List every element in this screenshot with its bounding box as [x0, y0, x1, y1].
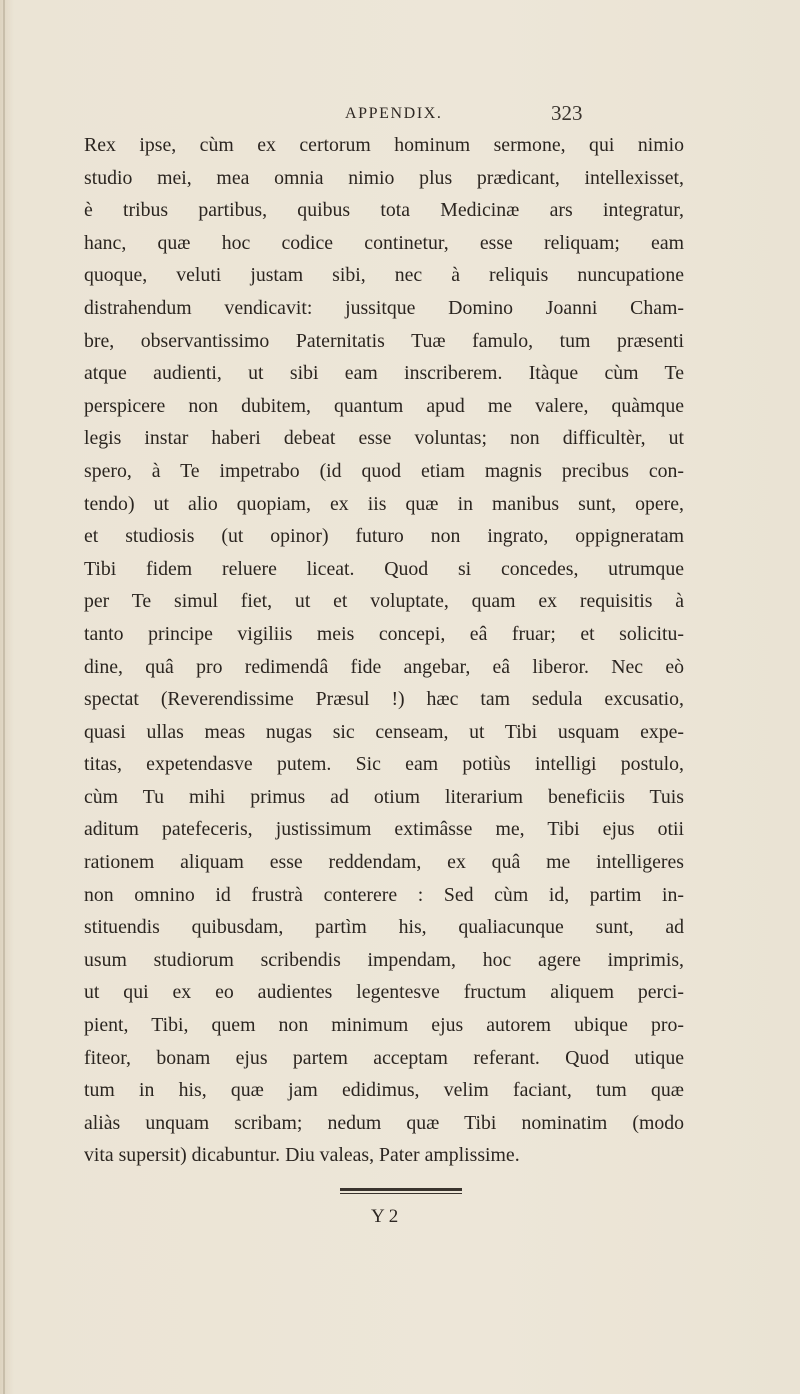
- text-line: tendo) ut alio quopiam, ex iis quæ in manibus sunt, opere,: [84, 492, 684, 515]
- text-line: rationem aliquam esse reddendam, ex quâ me intelligeres: [84, 851, 684, 874]
- text-line: stituendis quibusdam, partìm his, qualiacunque sunt, ad: [84, 916, 684, 939]
- closing-rule-thick: [340, 1188, 462, 1191]
- text-line: cùm Tu mihi primus ad otium literarium beneficiis Tuis: [84, 785, 684, 808]
- text-line: aditum patefeceris, justissimum extimâsse me, Tibi ejus otii: [84, 818, 684, 841]
- page-number: 323: [551, 101, 583, 125]
- text-line: Rex ipse, cùm ex certorum hominum sermone, qui nimio: [84, 134, 684, 156]
- text-line: atque audienti, ut sibi eam inscriberem. Itàque cùm Te: [84, 362, 684, 385]
- text-line: dine, quâ pro redimendâ fide angebar, eâ liberor. Nec eò: [84, 655, 684, 678]
- text-line: tum in his, quæ jam edidimus, velim faciant, tum quæ: [84, 1079, 684, 1102]
- text-line: ut qui ex eo audientes legentesve fructum aliquem perci-: [84, 981, 684, 1004]
- binding-gutter: [3, 0, 5, 1394]
- text-line: spero, à Te impetrabo (id quod etiam magnis precibus con-: [84, 459, 684, 482]
- text-line: studio mei, mea omnia nimio plus prædicant, intellexisset,: [84, 166, 684, 189]
- text-line: aliàs unquam scribam; nedum quæ Tibi nominatim (modo: [84, 1111, 684, 1134]
- text-line: titas, expetendasve putem. Sic eam potiùs intelligi postulo,: [84, 753, 684, 776]
- text-line: hanc, quæ hoc codice continetur, esse reliquam; eam: [84, 231, 684, 254]
- text-line: legis instar haberi debeat esse voluntas; non difficultèr, ut: [84, 427, 684, 450]
- text-line: non omnino id frustrà conterere : Sed cùm id, partim in-: [84, 883, 684, 906]
- signature-mark: Y 2: [371, 1206, 399, 1228]
- running-head-title: APPENDIX.: [345, 105, 443, 122]
- running-head: [0, 101, 800, 127]
- text-line: Tibi fidem reluere liceat. Quod si concedes, utrumque: [84, 557, 684, 580]
- text-line: per Te simul fiet, ut et voluptate, quam ex requisitis à: [84, 590, 684, 613]
- text-line: spectat (Reverendissime Præsul !) hæc tam sedula excusatio,: [84, 688, 684, 711]
- text-line: et studiosis (ut opinor) futuro non ingrato, oppigneratam: [84, 525, 684, 548]
- text-line: quasi ullas meas nugas sic censeam, ut Tibi usquam expe-: [84, 720, 684, 743]
- text-line: vita supersit) dicabuntur. Diu valeas, Pater amplissime.: [84, 1144, 520, 1167]
- text-line: bre, observantissimo Paternitatis Tuæ famulo, tum præsenti: [84, 329, 684, 352]
- closing-rule-thin: [340, 1193, 462, 1194]
- body-text: [84, 129, 684, 1172]
- text-line: usum studiorum scribendis impendam, hoc agere imprimis,: [84, 948, 684, 971]
- text-line: distrahendum vendicavit: jussitque Domino Joanni Cham-: [84, 296, 684, 319]
- text-line: fiteor, bonam ejus partem acceptam referant. Quod utique: [84, 1046, 684, 1069]
- text-line: è tribus partibus, quibus tota Medicinæ ars integratur,: [84, 199, 684, 222]
- text-line: quoque, veluti justam sibi, nec à reliquis nuncupatione: [84, 264, 684, 287]
- text-line: tanto principe vigiliis meis concepi, eâ fruar; et solicitu-: [84, 622, 684, 645]
- text-line: perspicere non dubitem, quantum apud me valere, quàmque: [84, 394, 684, 417]
- text-line: pient, Tibi, quem non minimum ejus autorem ubique pro-: [84, 1014, 684, 1037]
